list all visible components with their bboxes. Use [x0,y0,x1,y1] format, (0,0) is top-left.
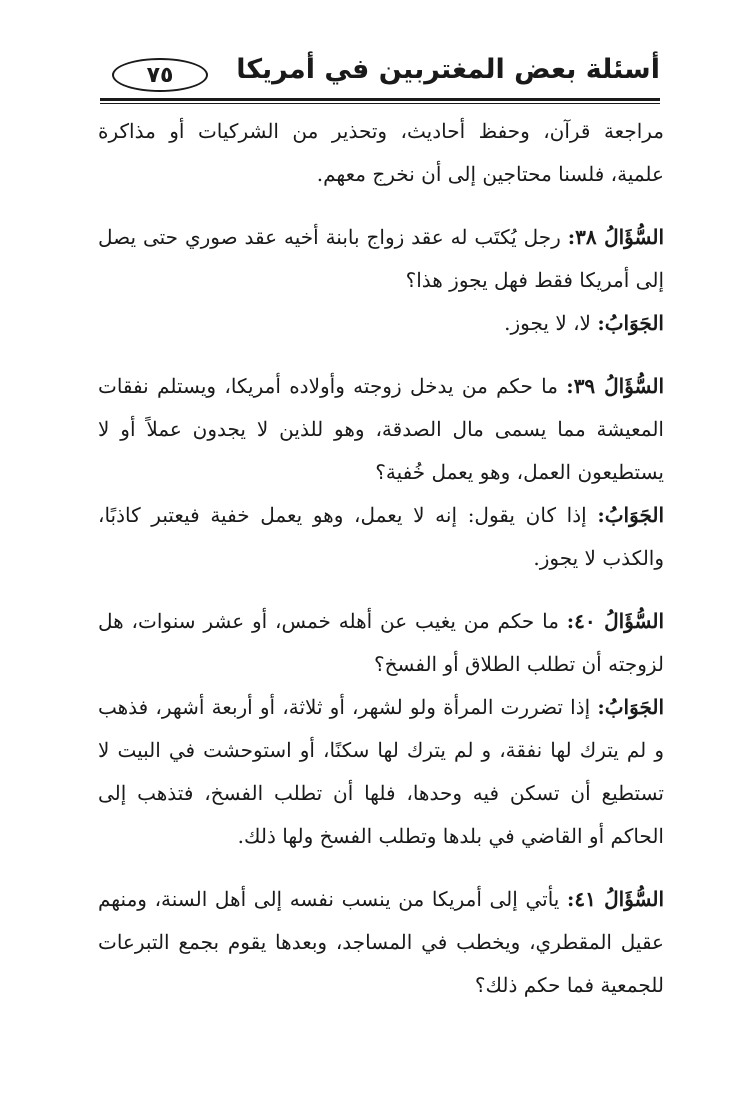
answer-38 [98,302,664,345]
question-label: السُّؤَالُ ٤٠: [566,609,665,633]
answer-39 [98,494,664,580]
running-title: أسئلة بعض المغتربين في أمريكا [236,54,660,85]
question-text: ما حكم من يغيب عن أهله خمس، أو عشر سنوات، هل لزوجته أن تطلب الطلاق أو الفسخ؟ [98,609,664,676]
answer-text: إذا كان يقول: إنه لا يعمل، وهو يعمل خفية فيعتبر كاذبًا، والكذب لا يجوز. [98,503,664,570]
question-39 [98,365,664,494]
answer-label: الجَوَابُ: [597,695,665,719]
question-text: رجل يُكتَب له عقد زواج بابنة أخيه عقد صوري حتى يصل إلى أمريكا فقط فهل يجوز هذا؟ [98,225,664,292]
question-40 [98,600,664,686]
answer-label: الجَوَابُ: [597,311,664,335]
intro-paragraph: مراجعة قرآن، وحفظ أحاديث، وتحذير من الشركيات أو مذاكرة علمية، فلسنا محتاجين إلى أن نخرج معهم. [98,119,664,186]
answer-text: لا، لا يجوز. [504,311,591,335]
question-text: يأتي إلى أمريكا من ينسب نفسه إلى أهل السنة، ومنهم عقيل المقطري، ويخطب في المساجد، وبعدها يقوم بجمع التبرعات للجمعية فما حكم ذلك؟ [98,887,664,997]
page-header [100,48,660,104]
question-38 [98,216,664,302]
question-text: ما حكم من يدخل زوجته وأولاده أمريكا، ويستلم نفقات المعيشة مما يسمى مال الصدقة، وهو للذين لا يجدون عملاً أو لا يستطيعون العمل، وهو يعمل خُفية؟ [98,374,664,484]
answer-text: إذا تضررت المرأة ولو لشهر، أو ثلاثة، أو أربعة أشهر، فذهب و لم يترك لها نفقة، و لم يترك لها سكنًا، أو استوحشت في البيت لا تستطيع أن تسكن فيه وحدها، فلها أن تطلب الفسخ، فتذهب إلى الحاكم أو القاضي في بلدها وتطلب الفسخ ولها ذلك. [98,695,664,848]
page-body [98,110,664,1007]
answer-label: الجَوَابُ: [597,503,665,527]
header-rule [100,98,660,101]
question-41 [98,878,664,1007]
question-label: السُّؤَالُ ٣٨: [567,225,664,249]
question-label: السُّؤَالُ ٤١: [567,887,665,911]
answer-40 [98,686,664,858]
question-label: السُّؤَالُ ٣٩: [566,374,665,398]
page-number: ٧٥ [112,58,208,92]
header-rule-thin [100,103,660,104]
